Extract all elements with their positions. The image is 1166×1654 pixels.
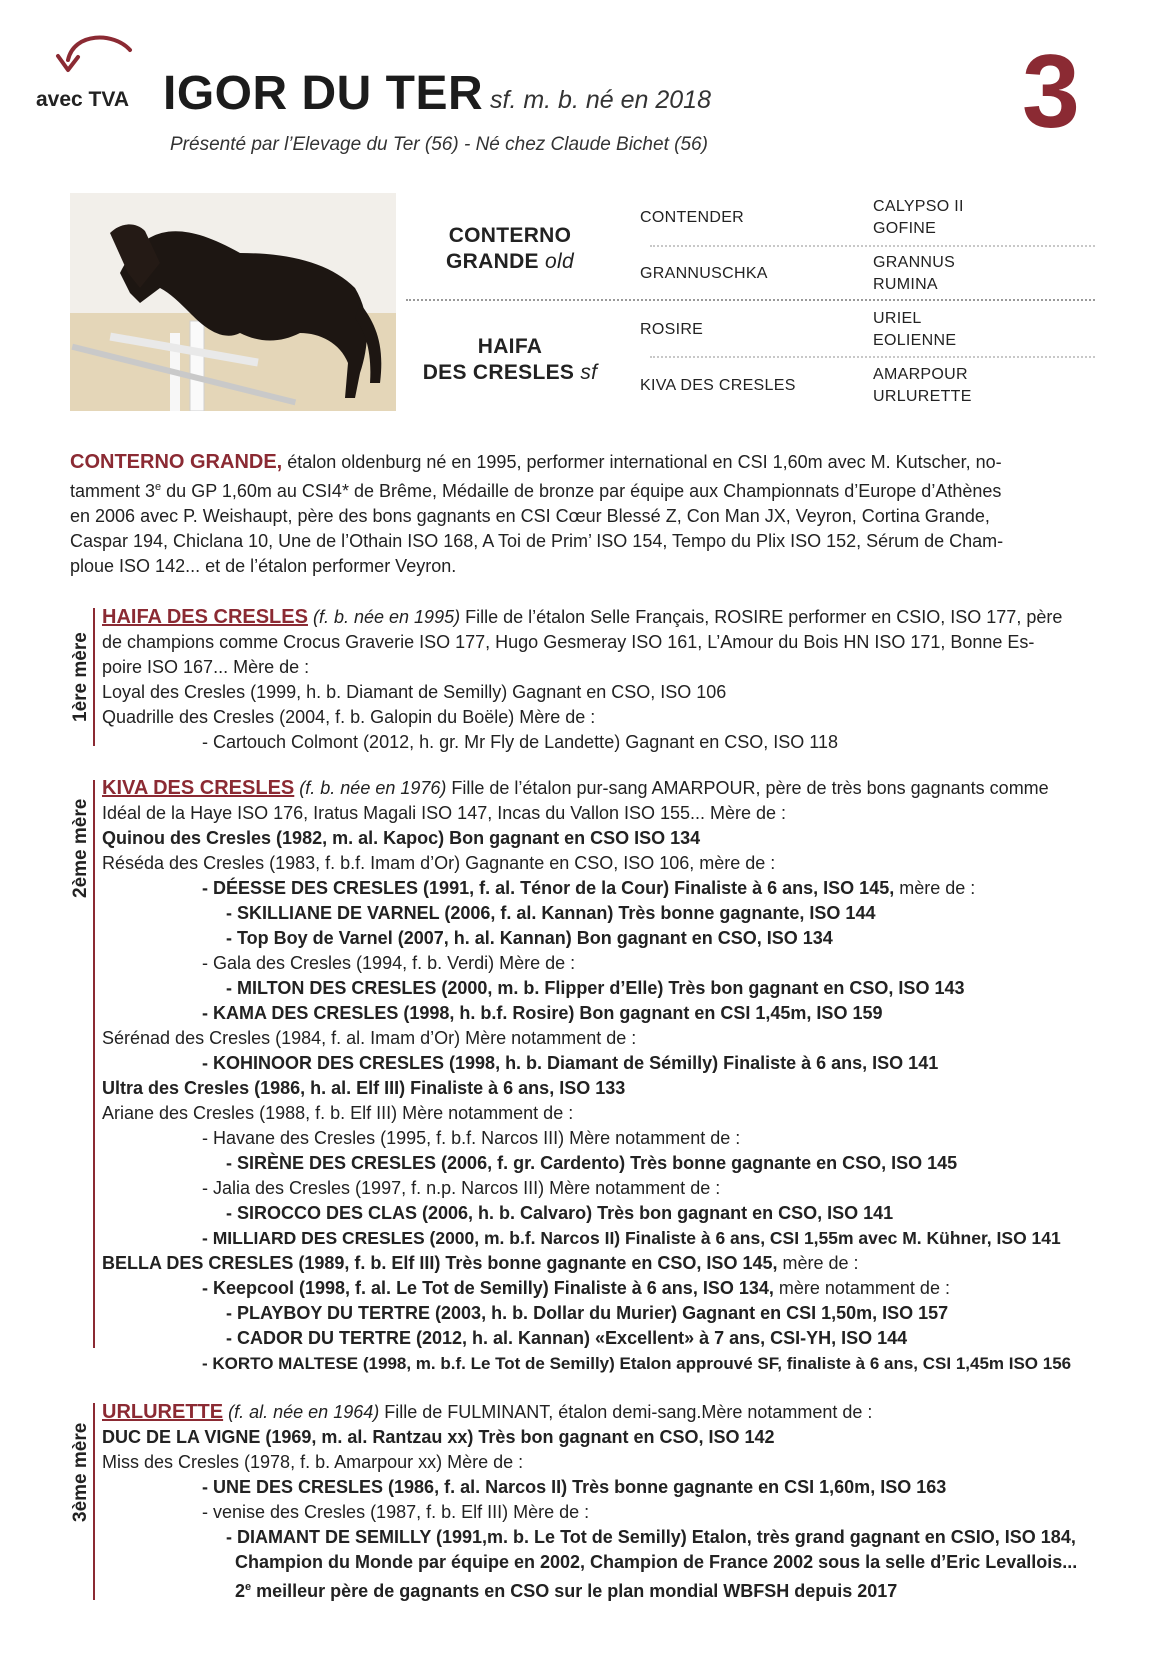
curved-arrow-icon bbox=[52, 30, 142, 90]
pedigree-dam-dam: KIVA DES CRESLES bbox=[640, 377, 796, 394]
pedigree-dsd: EOLIENNE bbox=[873, 332, 957, 349]
horse-jumping-photo bbox=[70, 193, 396, 411]
pedigree-dds: AMARPOUR bbox=[873, 366, 968, 383]
gen2-section: KIVA DES CRESLES (f. b. née en 1976) Fille de l’étalon pur-sang AMARPOUR, père de très bons gagnants comme Idéal de la Haye ISO 176, Iratus Magali ISO 147, Incas du Vallon ISO 155... Mère de : Quinou des Cresles (1982, m. al. Kapoc) Bon gagnant en CSO ISO 134 Réséda des Cresles (1983, f. b.f. Imam d’Or) Gagnante en CSO, ISO 106, mère de : - DÉESSE DES CRESLES (1991, f. al. Ténor de la Cour) Finaliste à 6 ans, ISO 145, mère de : - SKILLIANE DE VARNEL (2006, f. al. Kannan) Très bonne gagnante, ISO 144 - Top Boy de Varnel (2007, h. al. Kannan) Bon gagnant en CSO, ISO 134 - Gala des Cresles (1994, f. b. Verdi) Mère de : - MILTON DES CRESLES (2000, m. b. Flipper d’Elle) Très bon gagnant en CSO, ISO 143 - KAMA DES CRESLES (1998, h. b.f. Rosire) Bon gagnant en CSI 1,45m, ISO 159 Sérénad des Cresles (1984, f. al. Imam d’Or) Mère notamment de : - KOHINOOR DES CRESLES (1998, h. b. Diamant de Sémilly) Finaliste à 6 ans, ISO 141 Ultra des Cresles (1986, h. al. Elf III) Finaliste à 6 ans, ISO 133 Ariane des Cresles (1988, f. b. Elf III) Mère notamment de : - Havane des Cresles (1995, f. b.f. Narcos III) Mère notamment de : - SIRÈNE DES CRESLES (2006, f. gr. Cardento) Très bonne gagnante en CSO, ISO 145 - Jalia des Cresles (1997, f. n.p. Narcos III) Mère notamment de : - SIROCCO DES CLAS (2006, h. b. Calvaro) Très bon gagnant en CSO, ISO 141 - MILLIARD DES CRESLES (2000, m. b.f. Narcos II) Finaliste à 6 ans, CSI 1,55m avec M. Kühner, ISO 141 BELLA DES CRESLES (1989, f. b. Elf III) Très bonne gagnante en CSO, ISO 145, mère de : - Keepcool (1998, f. al. Le Tot de Semilly) Finaliste à 6 ans, ISO 134, mère notamment de : - PLAYBOY DU TERTRE (2003, h. b. Dollar du Murier) Gagnant en CSI 1,50m, ISO 157 - CADOR DU TERTRE (2012, h. al. Kannan) «Excellent» à 7 ans, CSI-YH, ISO 144 - KORTO MALTESE (1998, m. b.f. Le Tot de Semilly) Etalon approuvé SF, finaliste à 6 ans, CSI 1,45m ISO 156 bbox=[102, 777, 1072, 1373]
sire-name-heading: CONTERNO GRANDE, bbox=[70, 451, 283, 473]
pedigree-divider bbox=[650, 245, 1095, 247]
gen3-bracket bbox=[93, 1403, 95, 1600]
sire-description: CONTERNO GRANDE, étalon oldenburg né en 1995, performer international en CSI 1,60m avec M. Kutscher, no- tamment 3e du GP 1,60m au CSI4* de Brême, Médaille de bronze par équipe aux Championnats d’Europe d’Athènes en 2006 avec P. Weishaupt, père des bons gagnants en CSI Cœur Blessé Z, Con Man JX, Veyron, Cortina Grande, Caspar 194, Chiclana 10, Une de l’Othain ISO 168, A Toi de Prim’ ISO 154, Tempo du Plix ISO 152, Sérum de Cham- ploue ISO 142... et de l’étalon performer Veyron. bbox=[70, 451, 1004, 576]
pedigree-ddd: URLURETTE bbox=[873, 388, 972, 405]
pedigree-dam: HAIFA DES CRESLES sf bbox=[422, 335, 598, 385]
lot-number: 3 bbox=[1022, 34, 1080, 150]
pedigree-sire: CONTERNO GRANDE old bbox=[446, 224, 574, 274]
pedigree-sire-dam: GRANNUSCHKA bbox=[640, 265, 768, 282]
pedigree-dam-sire: ROSIRE bbox=[640, 321, 704, 338]
gen3-name-heading: URLURETTE bbox=[102, 1401, 224, 1423]
gen1-section: HAIFA DES CRESLES (f. b. née en 1995) Fille de l’étalon Selle Français, ROSIRE performer en CSIO, ISO 177, père de champions comme Crocus Graverie ISO 177, Hugo Gesmeray ISO 161, L’Amour du Bois HN ISO 171, Bonne Es- poire ISO 167... Mère de : Loyal des Cresles (1999, h. b. Diamant de Semilly) Gagnant en CSO, ISO 106 Quadrille des Cresles (2004, f. b. Galopin du Boële) Mère de : - Cartouch Colmont (2012, h. gr. Mr Fly de Landette) Gagnant en CSO, ISO 118 bbox=[102, 606, 1063, 752]
gen2-bracket bbox=[93, 780, 95, 1348]
pedigree-sire-sire: CONTENDER bbox=[640, 209, 745, 226]
gen3-section: URLURETTE (f. al. née en 1964) Fille de FULMINANT, étalon demi-sang.Mère notamment de : DUC DE LA VIGNE (1969, m. al. Rantzau xx) Très bon gagnant en CSO, ISO 142 Miss des Cresles (1978, f. b. Amarpour xx) Mère de : - UNE DES CRESLES (1986, f. al. Narcos II) Très bonne gagnante en CSI 1,60m, ISO 163 - venise des Cresles (1987, f. b. Elf III) Mère de : - DIAMANT DE SEMILLY (1991,m. b. Le Tot de Semilly) Etalon, très grand gagnant en CSIO, ISO 184, Champion du Monde par équipe en 2002, Champion de France 2002 sous la selle d’Eric Levallois... 2e meilleur père de gagnants en CSO sur le plan mondial WBFSH depuis 2017 bbox=[102, 1401, 1078, 1601]
gen1-name-heading: HAIFA DES CRESLES bbox=[102, 606, 308, 628]
pedigree-sdd: RUMINA bbox=[873, 276, 938, 293]
gen1-label: 1ère mère bbox=[70, 632, 91, 722]
pedigree-divider-main bbox=[406, 299, 1095, 301]
horse-name: IGOR DU TER bbox=[163, 67, 484, 120]
gen2-name-heading: KIVA DES CRESLES bbox=[102, 777, 295, 799]
pedigree-sds: GRANNUS bbox=[873, 254, 956, 271]
presenter-line: Présenté par l’Elevage du Ter (56) - Né chez Claude Bichet (56) bbox=[170, 134, 708, 155]
gen2-label: 2ème mère bbox=[70, 798, 91, 898]
horse-description: sf. m. b. né en 2018 bbox=[490, 86, 711, 114]
gen3-label: 3ème mère bbox=[70, 1422, 91, 1522]
pedigree-divider bbox=[650, 356, 1095, 358]
pedigree-sss: CALYPSO II bbox=[873, 198, 964, 215]
gen1-bracket bbox=[93, 608, 95, 746]
pedigree-ssd: GOFINE bbox=[873, 220, 937, 237]
tva-label: avec TVA bbox=[36, 88, 129, 111]
pedigree-dss: URIEL bbox=[873, 310, 922, 327]
